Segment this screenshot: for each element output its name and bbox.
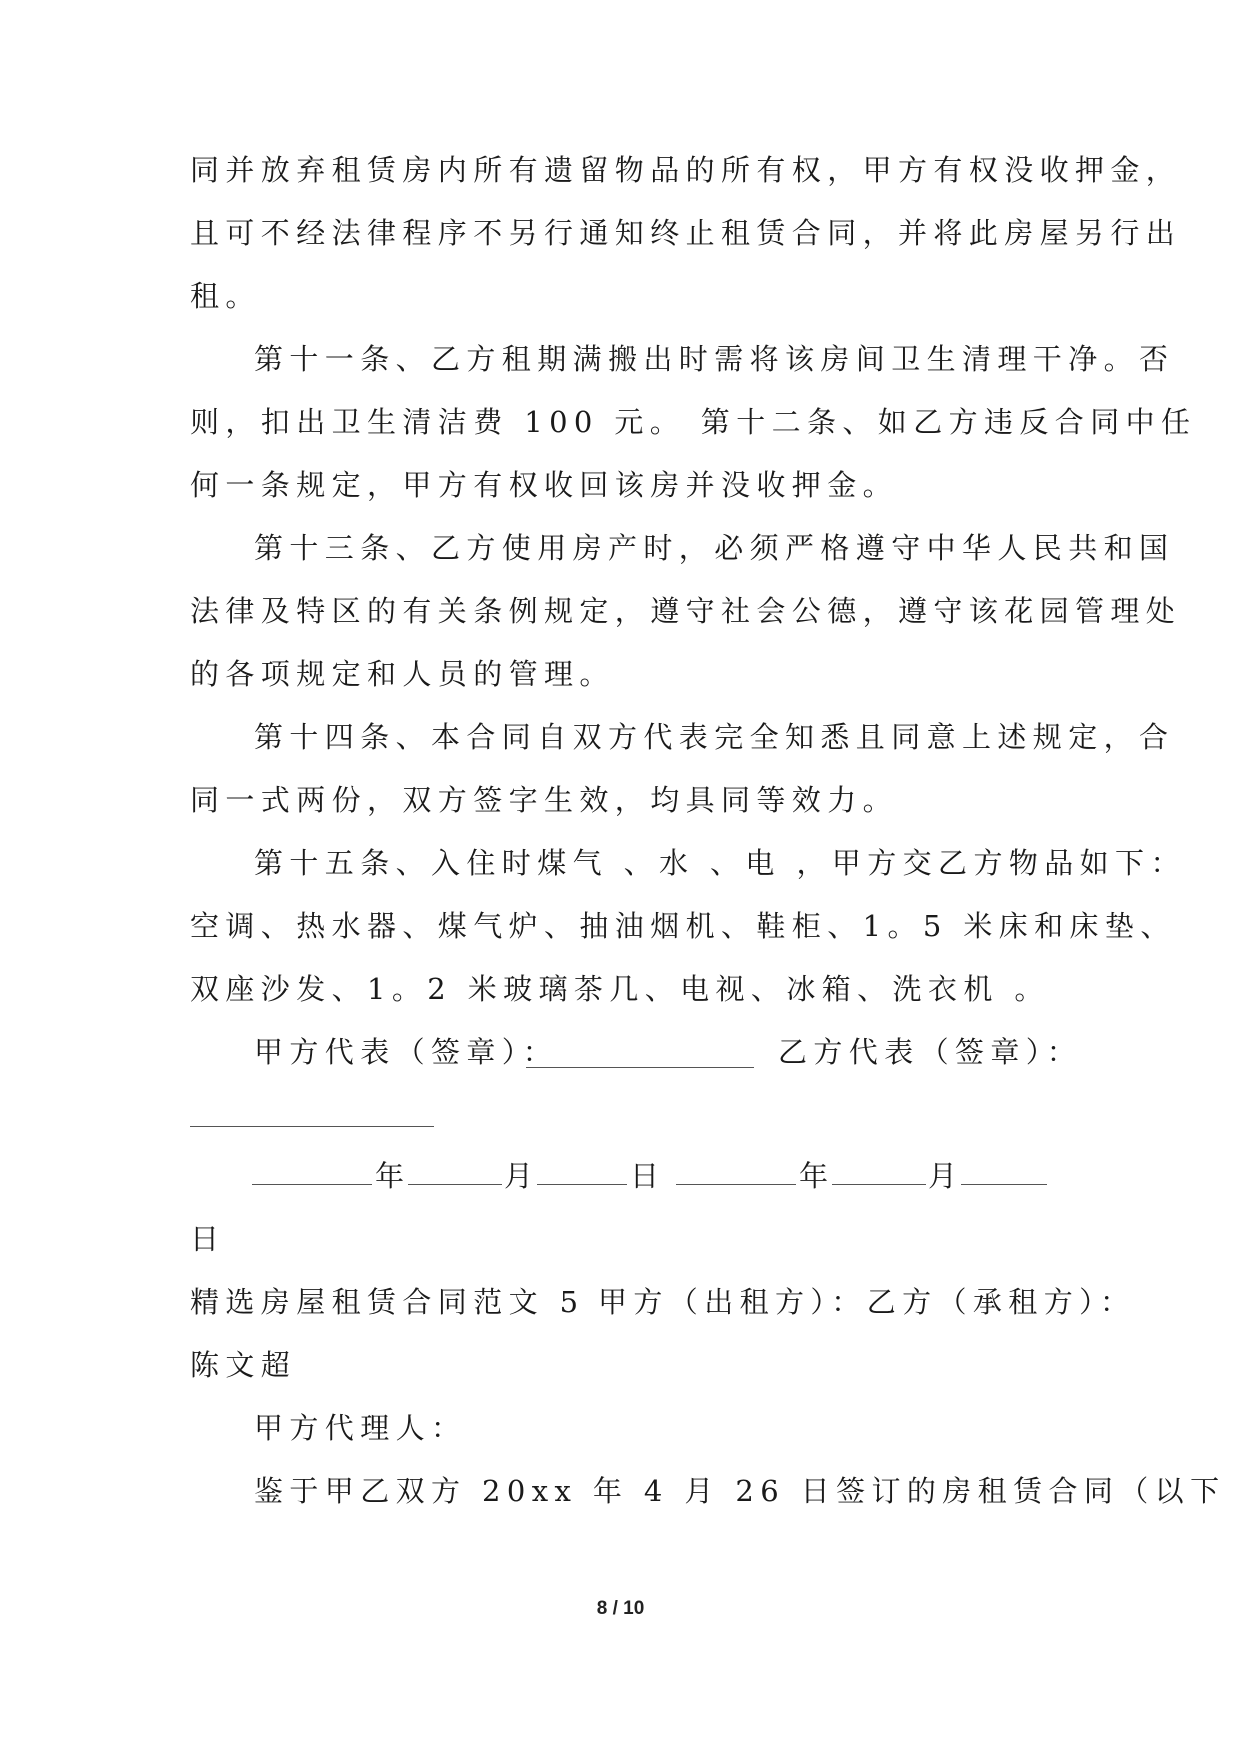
date-day-blank <box>961 1184 1047 1185</box>
clause-13-line: 的各项规定和人员的管理。 <box>190 657 615 691</box>
clause-15-line: 双座沙发、1。2 米玻璃茶几、电视、冰箱、洗衣机 。 <box>190 972 1050 1006</box>
party-a-signature-label: 甲方代表（签章）： <box>254 1035 559 1069</box>
date-month-blank <box>832 1184 926 1185</box>
page-number: 8 / 10 <box>596 1598 645 1619</box>
date-year-label: 年 <box>799 1159 829 1193</box>
parties-line: 甲方（出租方）：乙方（承租方）： <box>598 1285 1136 1319</box>
agent-line: 甲方代理人： <box>254 1411 467 1445</box>
preamble-line: 鉴于甲乙双方 20xx 年 4 月 26 日签订的房租赁合同（以下 <box>254 1474 1226 1508</box>
party-b-signature-blank <box>190 1126 434 1127</box>
clause-11-line: 第十一条、乙方租期满搬出时需将该房间卫生清理干净。否 <box>254 342 1175 376</box>
date-day-label: 日 <box>630 1159 660 1193</box>
party-a-signature-blank <box>526 1067 754 1068</box>
clause-15-line: 第十五条、入住时煤气 、水 、电 ，甲方交乙方物品如下： <box>254 846 1186 880</box>
clause-14-line: 同一式两份，双方签字生效，均具同等效力。 <box>190 783 899 817</box>
clause-15-line: 空调、热水器、煤气炉、抽油烟机、鞋柜、1。5 米床和床垫、 <box>190 909 1176 943</box>
paragraph-line: 同并放弃租赁房内所有遗留物品的所有权，甲方有权没收押金， <box>190 153 1182 187</box>
clause-11-line: 则，扣出卫生清洁费 100 元。 第十二条、如乙方违反合同中任 <box>190 405 1197 439</box>
contract-title: 精选房屋租赁合同范文 5 <box>190 1285 585 1319</box>
date-year-label: 年 <box>375 1159 405 1193</box>
party-b-signature-label: 乙方代表（签章）： <box>778 1035 1083 1069</box>
tenant-name: 陈文超 <box>190 1348 297 1382</box>
clause-13-line: 第十三条、乙方使用房产时，必须严格遵守中华人民共和国 <box>254 531 1175 565</box>
clause-14-line: 第十四条、本合同自双方代表完全知悉且同意上述规定，合 <box>254 720 1175 754</box>
date-day-label: 日 <box>190 1222 220 1256</box>
date-day-blank <box>537 1184 627 1185</box>
paragraph-line: 租。 <box>190 279 261 313</box>
date-month-label: 月 <box>504 1159 534 1193</box>
date-year-blank <box>676 1184 796 1185</box>
paragraph-line: 且可不经法律程序不另行通知终止租赁合同，并将此房屋另行出 <box>190 216 1182 250</box>
date-month-blank <box>408 1184 502 1185</box>
clause-12-line: 何一条规定，甲方有权收回该房并没收押金。 <box>190 468 899 502</box>
date-year-blank <box>252 1184 372 1185</box>
date-month-label: 月 <box>928 1159 958 1193</box>
clause-13-line: 法律及特区的有关条例规定，遵守社会公德，遵守该花园管理处 <box>190 594 1182 628</box>
